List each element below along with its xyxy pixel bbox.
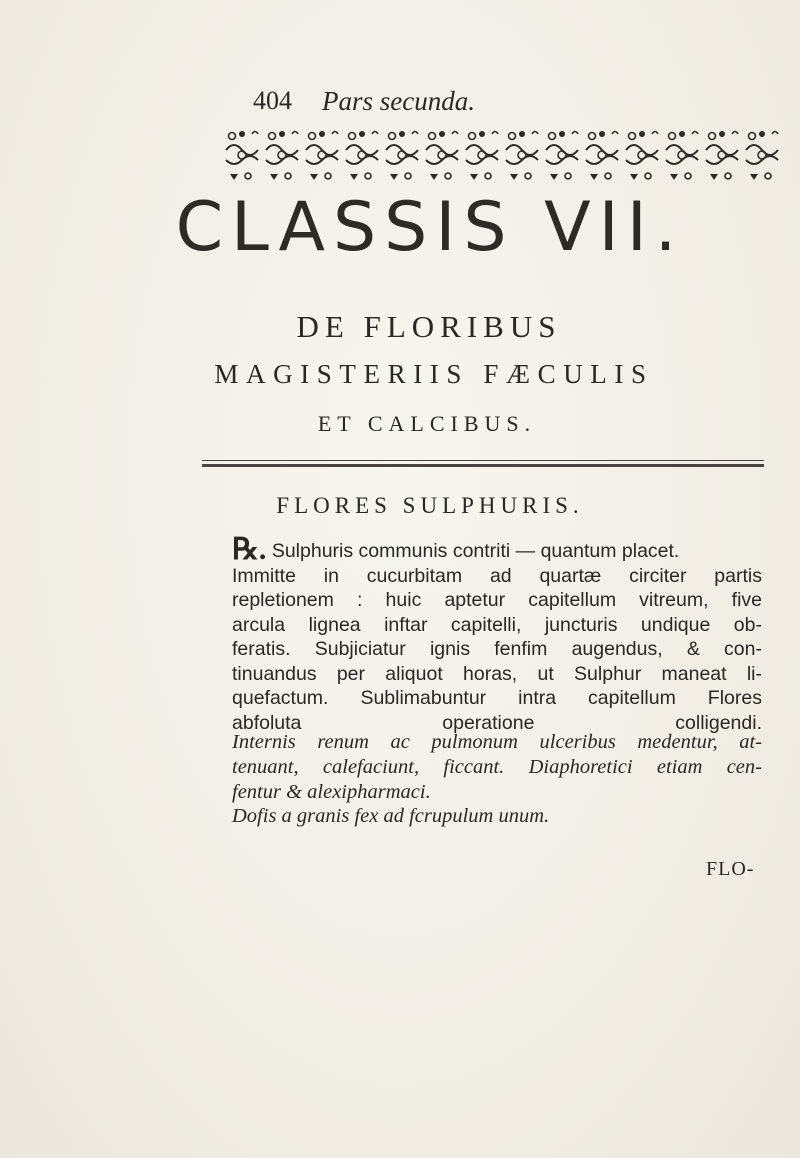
- subtitle-line-1: DE FLORIBUS: [296, 309, 562, 344]
- instructions-line: quefactum. Sublimabuntur intra capitellum Flores: [232, 687, 762, 709]
- uses-line: tenuant, calefaciunt, ficcant. Diaphoretici etiam cen-: [232, 756, 762, 778]
- recipe-line: [232, 533, 762, 566]
- recipe-symbol: ℞.: [232, 533, 267, 566]
- double-rule-divider: [202, 460, 764, 469]
- catchword: FLO-: [706, 858, 755, 880]
- running-head: Pars secunda.: [322, 86, 475, 116]
- uses-paragraph: [232, 730, 762, 805]
- floral-ornament-icon: [222, 128, 780, 186]
- recipe-text: Sulphuris communis contriti — quantum placet.: [271, 540, 680, 562]
- instructions-line: Immitte in cucurbitam ad quartæ circiter partis: [232, 564, 762, 587]
- uses-line: fentur & alexipharmaci.: [232, 781, 431, 803]
- subtitle-line-3: ET CALCIBUS.: [317, 411, 537, 436]
- recipe-body: [232, 533, 762, 735]
- instructions-paragraph: [232, 564, 762, 736]
- page-number: 404: [253, 86, 292, 115]
- instructions-line: abfoluta operatione colligendi.: [232, 711, 762, 734]
- subtitle-line-2: MAGISTERIIS FÆCULIS: [214, 359, 654, 389]
- classis-title: CLASSIS VII.: [175, 188, 685, 267]
- dose-line: Dofis a granis fex ad fcrupulum unum.: [232, 805, 550, 827]
- instructions-line: feratis. Subjiciatur ignis fenfim augendus, & con-: [232, 638, 762, 660]
- section-heading: FLORES SULPHURIS.: [276, 493, 584, 518]
- instructions-line: tinuandus per aliquot horas, ut Sulphur maneat li-: [232, 662, 762, 685]
- instructions-line: repletionem : huic aptetur capitellum vitreum, five: [232, 589, 762, 611]
- instructions-line: arcula lignea inftar capitelli, juncturis undique ob-: [232, 613, 762, 636]
- uses-line: Internis renum ac pulmonum ulceribus medentur, at-: [232, 731, 762, 753]
